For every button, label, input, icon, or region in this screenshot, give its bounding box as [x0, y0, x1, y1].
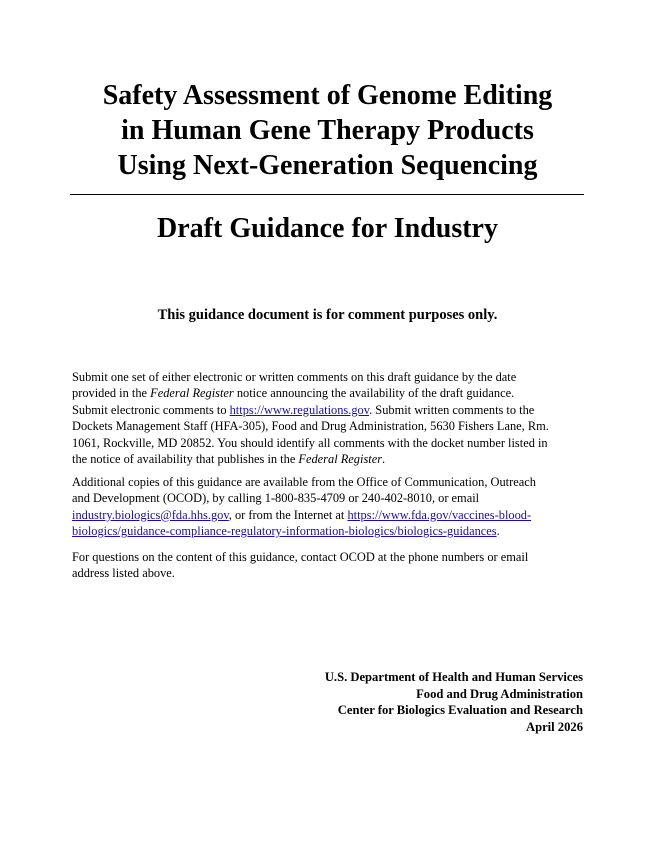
- comments-line-4: Dockets Management Staff (HFA-305), Food and Drug Administration, 5630 Fishers Lane, Rm.: [72, 419, 549, 434]
- text-fragment: , or from the Internet at: [228, 507, 348, 522]
- copies-line-1: Additional copies of this guidance are available from the Office of Communication, Outreach: [72, 475, 536, 489]
- questions-line-1: For questions on the content of this guidance, contact OCOD at the phone numbers or email: [72, 550, 529, 564]
- regulations-gov-link[interactable]: https://www.regulations.gov: [229, 402, 370, 417]
- title-line-2: in Human Gene Therapy Products: [121, 115, 534, 146]
- text-fragment: the notice of availability that publishes in the: [72, 452, 299, 467]
- copies-line-4: [72, 523, 592, 539]
- department-name: U.S. Department of Health and Human Services: [324, 670, 583, 684]
- comments-line-5: 1061, Rockville, MD 20852. You should identify all comments with the docket number listed in: [72, 435, 548, 450]
- copies-line-3: [72, 507, 592, 523]
- comment-notice: This guidance document is for comment purposes only.: [157, 307, 498, 323]
- text-fragment: Submit electronic comments to: [72, 402, 230, 417]
- title-line-3: Using Next-Generation Sequencing: [117, 150, 538, 181]
- questions-paragraph: [72, 549, 592, 582]
- text-fragment: provided in the: [72, 386, 151, 401]
- comments-line-1: Submit one set of either electronic or written comments on this draft guidance by the date: [72, 370, 517, 384]
- copies-line-2: and Development (OCOD), by calling 1-800-835-4709 or 240-402-8010, or email: [72, 491, 480, 506]
- text-fragment: . Submit written comments to the: [369, 402, 535, 417]
- agency-footer: [325, 669, 583, 735]
- document-title: [60, 78, 595, 183]
- email-link[interactable]: industry.biologics@fda.hhs.gov: [72, 507, 229, 522]
- fda-guidances-link[interactable]: https://www.fda.gov/vaccines-blood-: [347, 507, 532, 522]
- document-subtitle: Draft Guidance for Industry: [157, 213, 498, 244]
- title-divider: [70, 194, 584, 195]
- text-fragment: .: [382, 452, 386, 467]
- title-line-1: Safety Assessment of Genome Editing: [102, 80, 553, 111]
- fda-guidances-link-continued[interactable]: biologics/guidance-compliance-regulatory-information-biologics/biologics-guidances: [72, 524, 497, 539]
- federal-register-italic: Federal Register: [298, 452, 383, 467]
- comments-line-2: [72, 385, 592, 401]
- federal-register-italic: Federal Register: [150, 386, 234, 401]
- text-fragment: notice announcing the availability of the draft guidance.: [233, 386, 515, 401]
- questions-line-2: address listed above.: [72, 566, 175, 581]
- text-fragment: .: [496, 524, 500, 539]
- comments-line-6: [72, 451, 592, 467]
- copies-paragraph: [72, 474, 592, 540]
- agency-name: Food and Drug Administration: [416, 686, 583, 701]
- publication-date: April 2026: [525, 719, 583, 734]
- comments-paragraph: [72, 369, 592, 467]
- comments-line-3: [72, 402, 592, 418]
- center-name: Center for Biologics Evaluation and Research: [337, 703, 583, 717]
